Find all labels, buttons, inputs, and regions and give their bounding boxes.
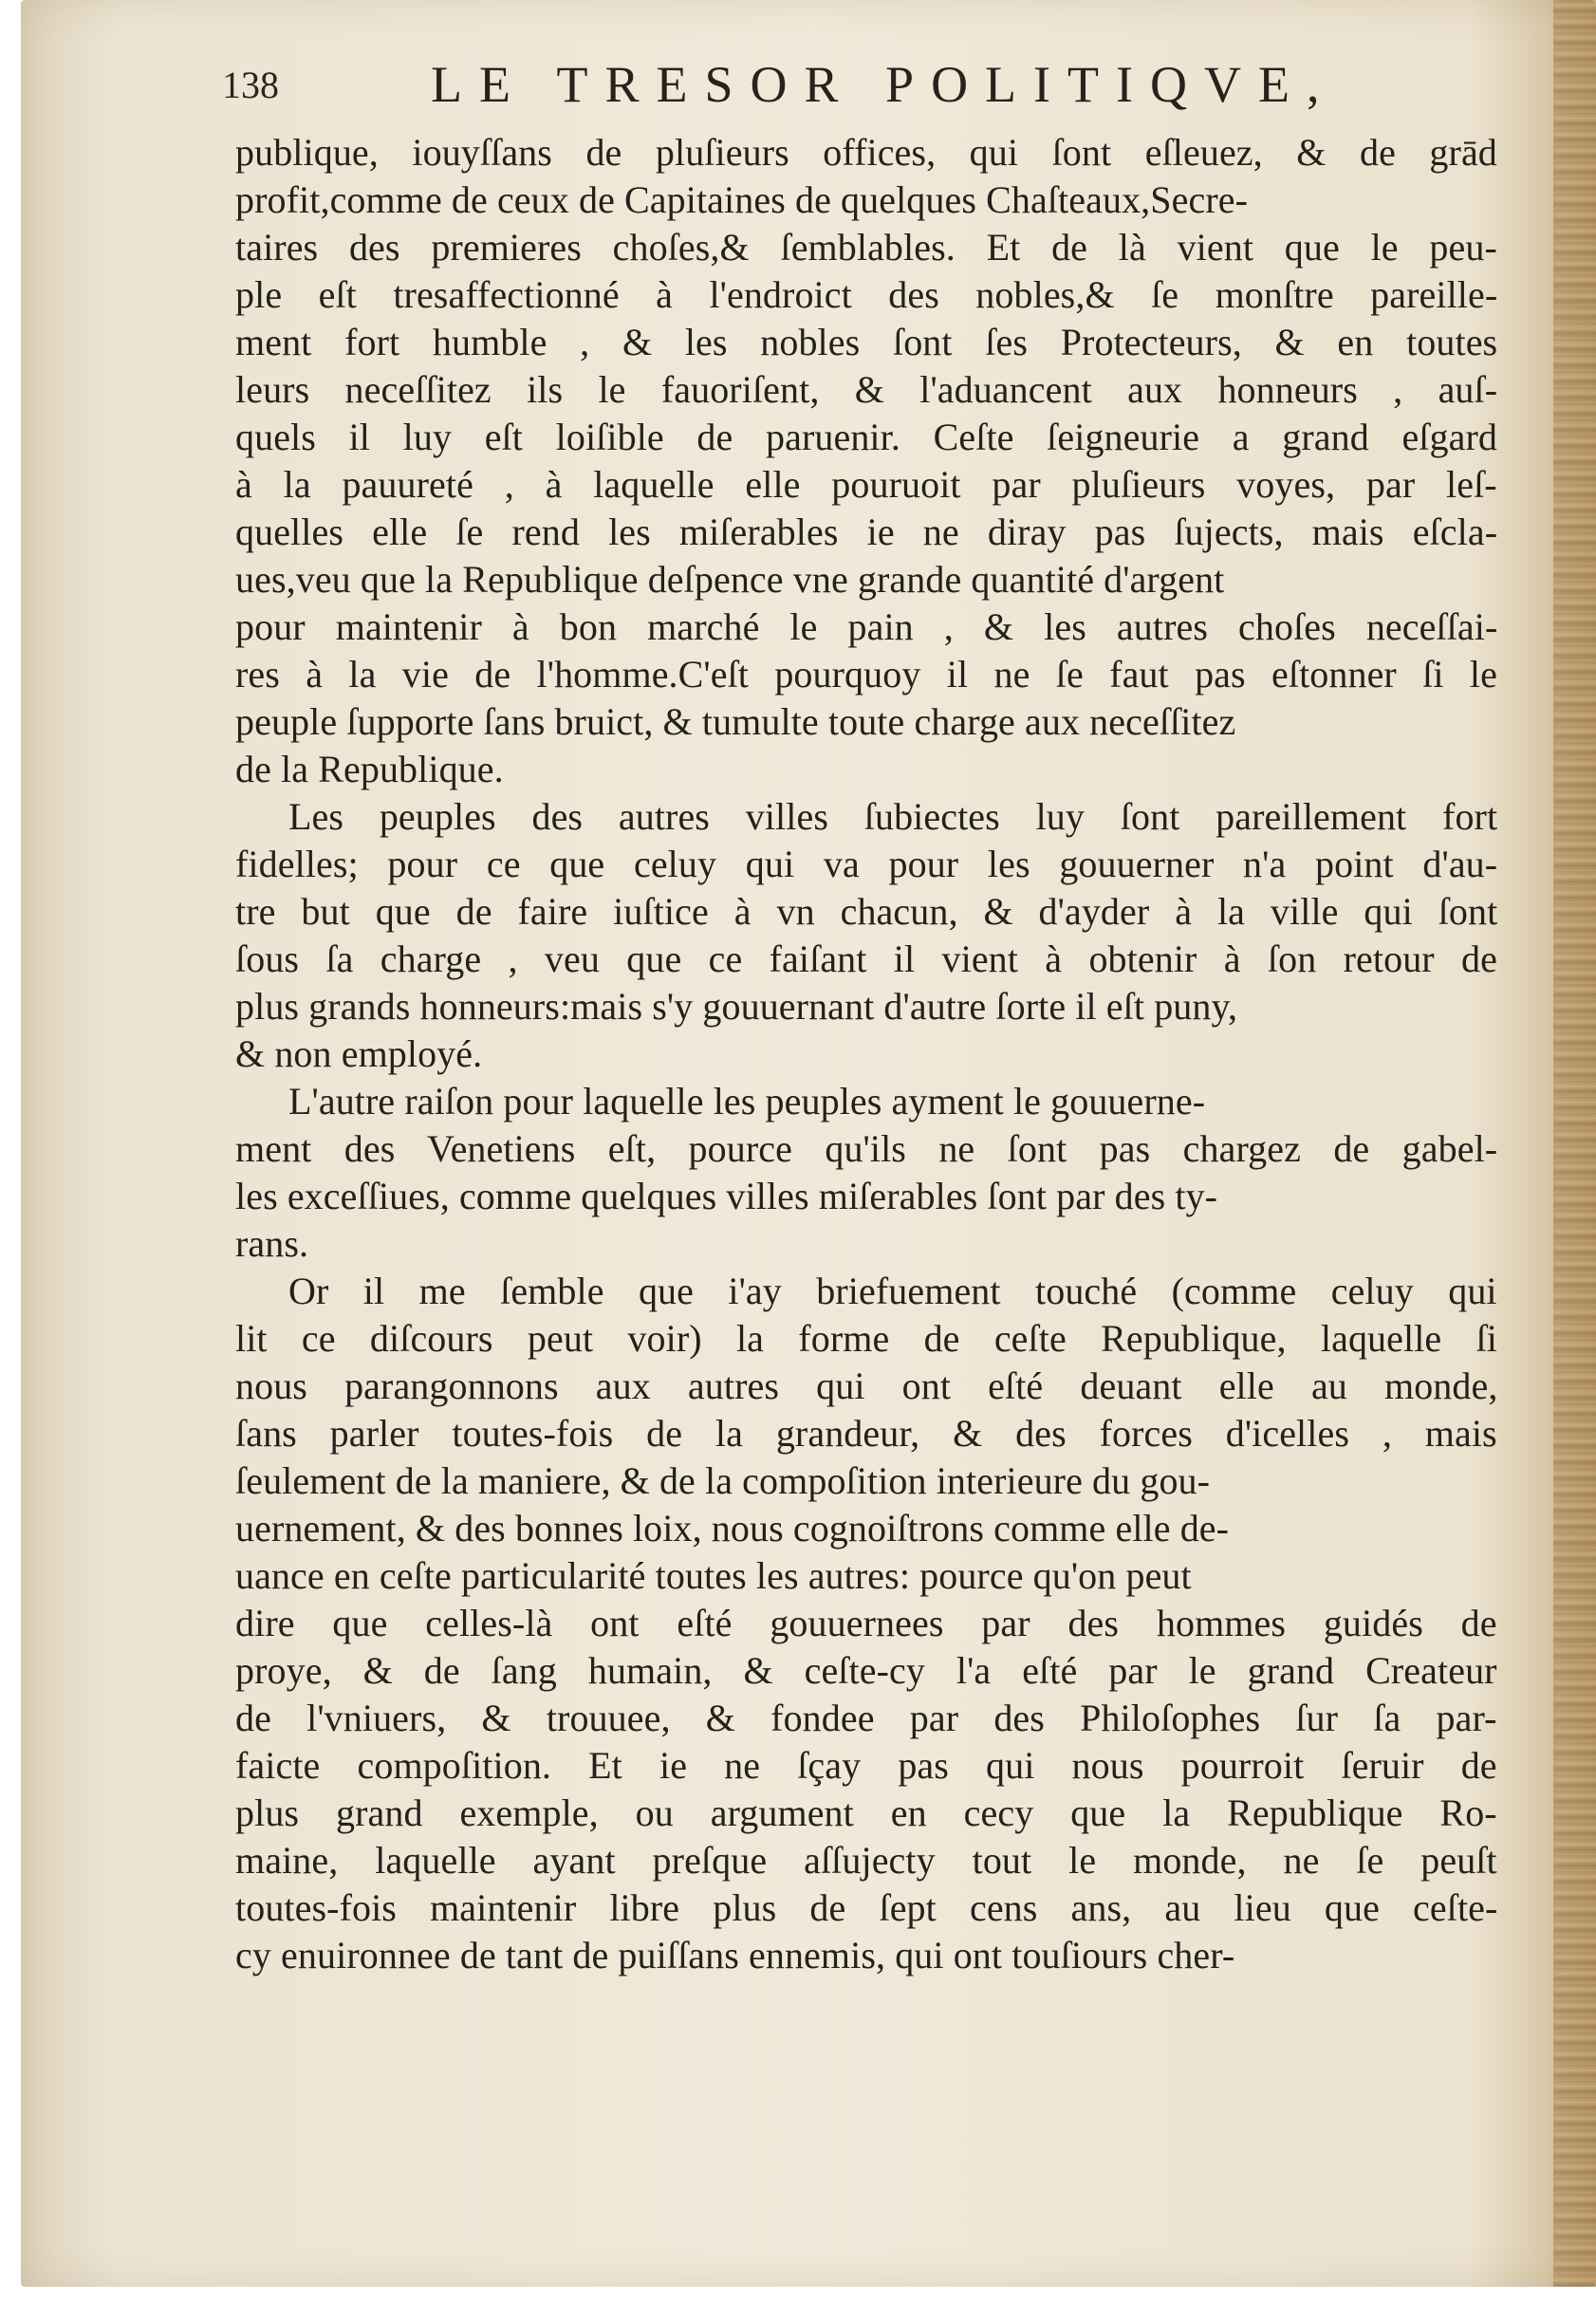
- running-title: LE TRESOR POLITIQVE,: [431, 56, 1337, 113]
- text-line: peuple ſupporte ſans bruict, & tumulte toute charge aux neceſſitez: [235, 700, 1236, 743]
- text-line: publique, iouyſſans de pluſieurs offices, qui ſont eſleuez, & de grād: [235, 131, 1497, 174]
- text-line: à la pauureté , à laquelle elle pouruoit par pluſieurs voyes, par leſ-: [235, 463, 1497, 506]
- text-line: ſous ſa charge , veu que ce faiſant il vient à obtenir à ſon retour de: [235, 937, 1497, 980]
- page-number: 138: [222, 64, 279, 106]
- text-line: leurs neceſſitez ils le fauoriſent, & l'aduancent aux honneurs , auſ-: [235, 368, 1498, 411]
- paragraph-start-line: Les peuples des autres villes ſubiectes luy ſont pareillement fort: [288, 795, 1498, 838]
- text-line: nous parangonnons aux autres qui ont eſté deuant elle au monde,: [235, 1364, 1498, 1407]
- text-line: de l'vniuers, & trouuee, & fondee par des Philoſophes ſur ſa par-: [235, 1697, 1497, 1739]
- text-line: quelles elle ſe rend les miſerables ie ne diray pas ſujects, mais eſcla-: [235, 510, 1498, 553]
- text-line: proye, & de ſang humain, & ceſte-cy l'a eſté par le grand Createur: [235, 1649, 1497, 1692]
- text-line: maine, laquelle ayant preſque aſſujecty tout le monde, ne ſe peuſt: [235, 1839, 1497, 1882]
- body-text: [235, 129, 1497, 1979]
- text-line: ment fort humble , & les nobles ſont ſes Protecteurs, & en toutes: [235, 321, 1498, 363]
- text-line: taires des premieres choſes,& ſemblables. Et de là vient que le peu-: [235, 226, 1497, 269]
- text-line: lit ce diſcours peut voir) la forme de ceſte Republique, laquelle ſi: [235, 1317, 1497, 1360]
- text-line: ſeulement de la maniere, & de la compoſition interieure du gou-: [235, 1459, 1211, 1502]
- text-line: pour maintenir à bon marché le pain , & les autres choſes neceſſai-: [235, 605, 1498, 648]
- page-header: [211, 55, 1501, 112]
- text-line: faicte compoſition. Et ie ne ſçay pas qui nous pourroit ſeruir de: [235, 1744, 1497, 1787]
- text-line: ple eſt tresaffectionné à l'endroict des nobles,& ſe monſtre pareille-: [235, 273, 1498, 316]
- text-line: res à la vie de l'homme.C'eſt pourquoy il ne ſe faut pas eſtonner ſi le: [235, 653, 1497, 696]
- text-line: les exceſſiues, comme quelques villes miſerables ſont par des ty-: [235, 1175, 1218, 1217]
- text-line: toutes-fois maintenir libre plus de ſept cens ans, au lieu que ceſte-: [235, 1886, 1498, 1929]
- paragraph-start-line: L'autre raiſon pour laquelle les peuples ayment le gouuerne-: [288, 1080, 1206, 1123]
- page-edge: [1553, 0, 1596, 2287]
- text-line: cy enuironnee de tant de puiſſans ennemis, qui ont touſiours cher-: [235, 1934, 1235, 1976]
- text-line: fidelles; pour ce que celuy qui va pour les gouuerner n'a point d'au-: [235, 843, 1498, 885]
- text-line: tre but que de faire iuſtice à vn chacun, & d'ayder à la ville qui ſont: [235, 890, 1498, 933]
- text-line: dire que celles-là ont eſté gouuernees par des hommes guidés de: [235, 1602, 1497, 1644]
- paragraph-start-line: Or il me ſemble que i'ay briefuement touché (comme celuy qui: [288, 1270, 1497, 1312]
- text-line: uance en ceſte particularité toutes les autres: pource qu'on peut: [235, 1554, 1192, 1597]
- text-line: plus grands honneurs:mais s'y gouuernant d'autre ſorte il eſt puny,: [235, 985, 1238, 1028]
- text-line: plus grand exemple, ou argument en cecy que la Republique Ro-: [235, 1791, 1497, 1834]
- text-line: profit,comme de ceux de Capitaines de quelques Chaſteaux,Secre-: [235, 178, 1249, 221]
- text-line: uernement, & des bonnes loix, nous cognoiſtrons comme elle de-: [235, 1507, 1230, 1549]
- text-line: rans.: [235, 1222, 309, 1265]
- text-line: quels il luy eſt loiſible de paruenir. Ceſte ſeigneurie a grand eſgard: [235, 416, 1497, 458]
- text-line: & non employé.: [235, 1032, 483, 1075]
- text-line: de la Republique.: [235, 748, 504, 790]
- text-line: ment des Venetiens eſt, pource qu'ils ne ſont pas chargez de gabel-: [235, 1127, 1498, 1170]
- text-line: ſans parler toutes-fois de la grandeur, & des forces d'icelles , mais: [235, 1412, 1497, 1455]
- text-line: ues,veu que la Republique deſpence vne grande quantité d'argent: [235, 558, 1225, 601]
